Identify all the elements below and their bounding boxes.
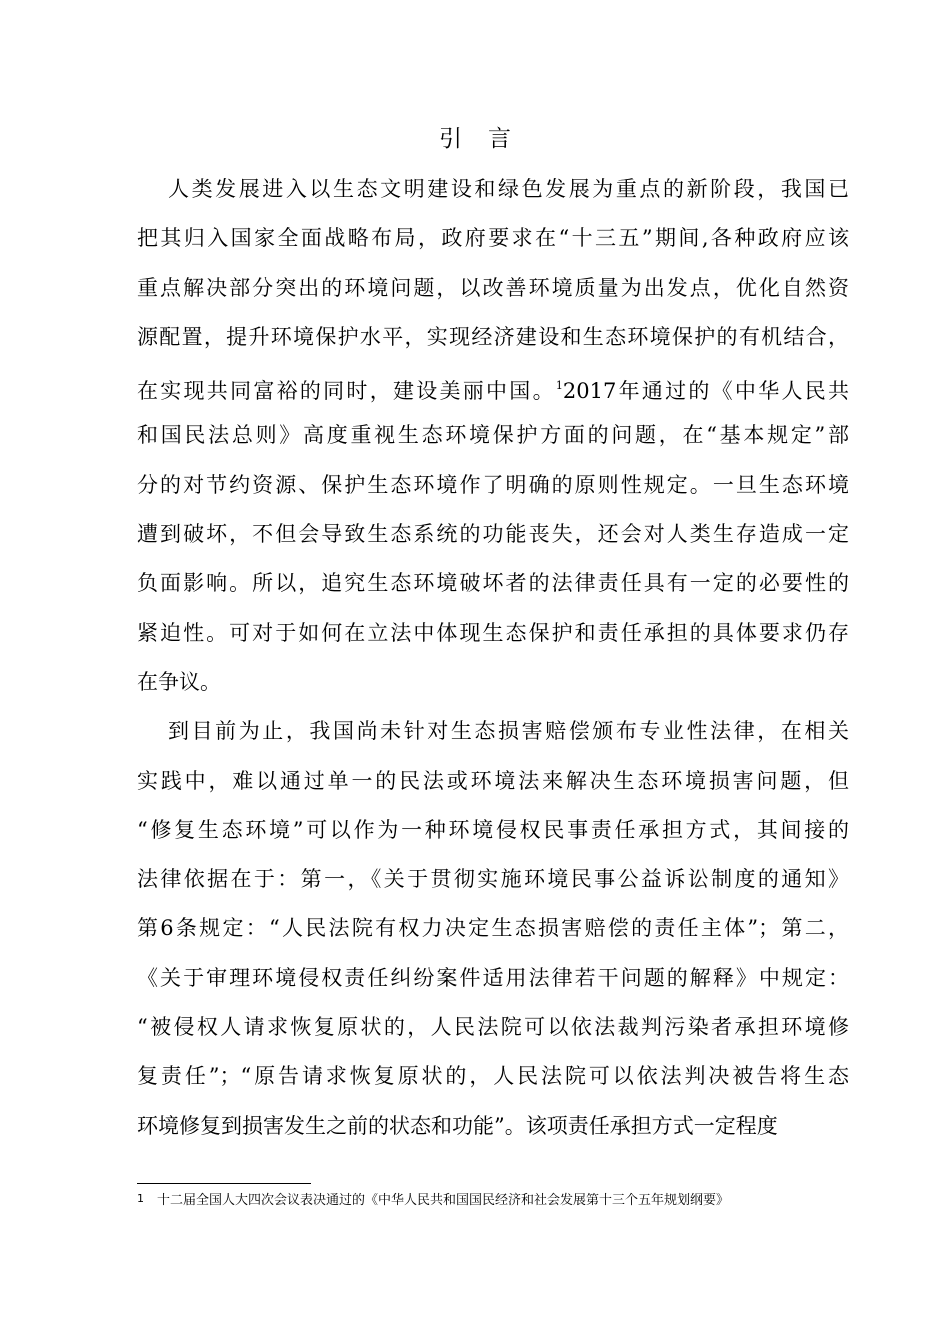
footnote [137, 1190, 849, 1210]
text-line: 分的对节约资源、保护生态环境作了明确的原则性规定。一旦生态环境 [137, 472, 849, 497]
text-line: 《关于审理环境侵权责任纠纷案件适用法律若干问题的解释》中规定： [137, 965, 849, 990]
text-line: 人类发展进入以生态文明建设和绿色发展为重点的新阶段，我国已 [168, 177, 849, 201]
text-line: 法律依据在于：第一，《关于贯彻实施环境民事公益诉讼制度的通知》 [137, 867, 849, 892]
footnote-text: 十二届全国人大四次会议表决通过的《中华人民共和国国民经济和社会发展第十三个五年规划纲要》 [157, 1193, 730, 1208]
text-line: 和国民法总则》高度重视生态环境保护方面的问题，在“基本规定”部 [137, 423, 849, 448]
text-line: “被侵权人请求恢复原状的，人民法院可以依法裁判污染者承担环境修 [137, 1015, 849, 1040]
text-line: 遭到破坏，不但会导致生态系统的功能丧失，还会对人类生存造成一定 [137, 522, 849, 547]
text-line: 环境修复到损害发生之前的状态和功能”。该项责任承担方式一定程度 [137, 1113, 778, 1138]
text-segment: 2017年通过的《中华人民共 [562, 379, 849, 404]
text-segment: 在实现共同富裕的同时，建设美丽中国。 [137, 379, 556, 404]
text-line: 第6条规定：“人民法院有权力决定生态损害赔偿的责任主体”；第二， [137, 916, 849, 941]
text-line: 在争议。 [137, 669, 221, 694]
text-line: 实践中，难以通过单一的民法或环境法来解决生态环境损害问题，但 [137, 768, 849, 793]
text-line: 把其归入国家全面战略布局，政府要求在“十三五”期间,各种政府应该 [137, 226, 849, 251]
body-text [137, 171, 849, 1157]
footnote-divider [137, 1183, 311, 1184]
text-line: 复责任”；“原告请求恢复原状的，人民法院可以依法判决被告将生态 [137, 1064, 849, 1089]
text-line: 紧迫性。可对于如何在立法中体现生态保护和责任承担的具体要求仍存 [137, 620, 849, 645]
text-line: 负面影响。所以，追究生态环境破坏者的法律责任具有一定的必要性的 [137, 571, 849, 596]
footnote-mark: 1 [137, 1192, 144, 1205]
text-line [137, 368, 849, 417]
text-line: 重点解决部分突出的环境问题，以改善环境质量为出发点，优化自然资 [137, 275, 849, 300]
footnote-reference[interactable]: 1 [555, 379, 563, 393]
text-line: 源配置，提升环境保护水平，实现经济建设和生态环境保护的有机结合， [137, 324, 849, 349]
text-line: “修复生态环境”可以作为一种环境侵权民事责任承担方式，其间接的 [137, 817, 849, 842]
page-title: 引言 [439, 126, 537, 152]
text-line: 到目前为止，我国尚未针对生态损害赔偿颁布专业性法律，在相关 [168, 719, 849, 744]
